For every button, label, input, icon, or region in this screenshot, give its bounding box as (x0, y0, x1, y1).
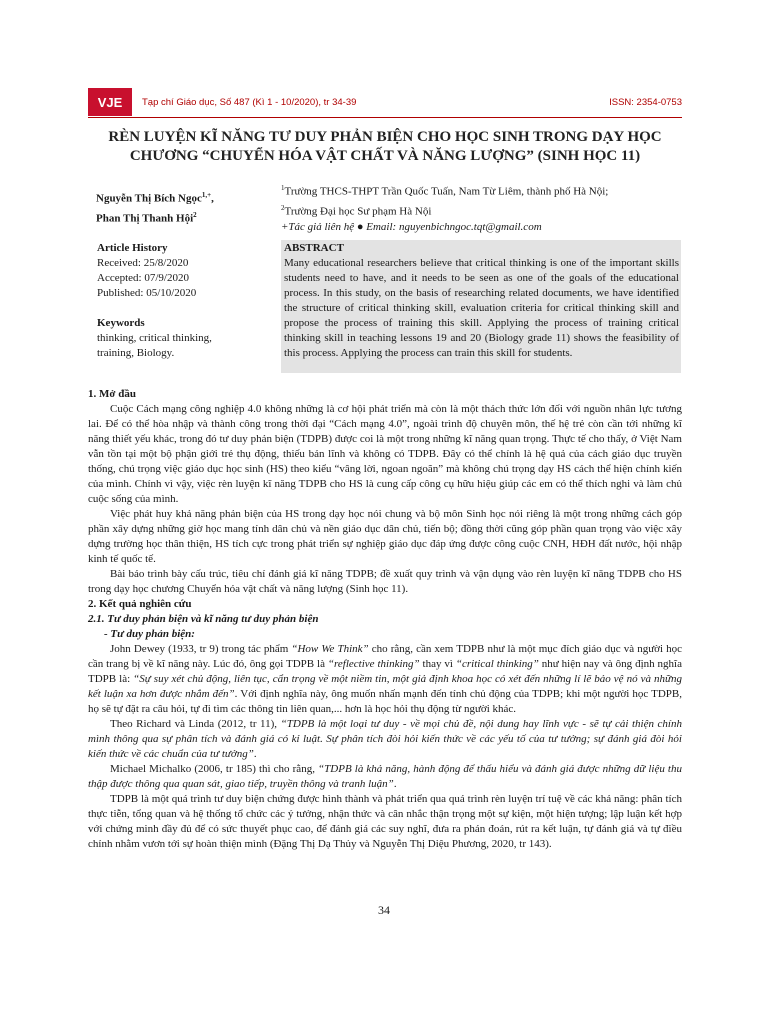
title-line-2: CHƯƠNG “CHUYỂN HÓA VẬT CHẤT VÀ NĂNG LƯỢNG” (SINH HỌC 11) (129, 148, 641, 164)
paragraph: Michael Michalko (2006, tr 185) thì cho rằng, “TDPB là khả năng, hành động để thấu hiểu và đánh giá được những dữ liệu thu thập được thông qua quan sát, giao tiếp, truyền thông và tranh luận”. (88, 763, 682, 790)
paragraph: Cuộc Cách mạng công nghiệp 4.0 không những là cơ hội phát triển mà còn là một thách thức lớn đối với nguồn nhân lực tương lai. Để có thể hòa nhập và thành công trong thời đại “Cách mạng 4.0”, ngoài trình độ chuyên môn, thế hệ trẻ còn cần tới những kĩ năng thiết yếu khác, trong đó tư duy phản biện (TDPB) được coi là một trong những kĩ năng quan trọng. Thực tế cho thấy, ở Việt Nam vẫn tồn tại một bộ phận giới trẻ thụ động, thiếu bản lĩnh và không có TDPB. Đây có thể chính là hệ quả của cách giáo dục truyền thống, chú trọng việc giáo dục học sinh (HS) theo kiểu “vâng lời, ngoan ngoãn” mà không chú trọng dạy HS cách thể hiện chính kiến của mình. Chính vì vậy, việc rèn luyện kĩ năng TDPB cho HS là cung cấp công cụ hữu hiệu giúp các em có thể thích nghi và làm chủ cuộc sống của mình. (88, 403, 682, 505)
subsection-heading: 2.1. Tư duy phản biện và kĩ năng tư duy phản biện (88, 613, 319, 625)
journal-header (88, 87, 682, 118)
paragraph: TDPB là một quá trình tư duy biện chứng được hình thành và phát triển qua quá trình rèn luyện trí tuệ về các khả năng: phân tích thực tiễn, tổng quan và hệ thống tổ chức các ý tưởng, nhận thức và cân nhắc thận trọng một sự kiện, một hiện tượng; lập luận kết hợp với chứng minh đầy đủ để có sức thuyết phục cao, để đánh giá các suy nghĩ, đưa ra phán đoán, rút ra kết luận, tự đánh giá và tự điều chỉnh nhằm vươn tới sự hoàn thiện mình (Đặng Thị Dạ Thủy và Nguyễn Thị Diệu Phương, 2020, tr 143). (88, 793, 682, 850)
abstract-text: Many educational researchers believe that critical thinking is one of the important skills students need to have, and it needs to be seen as one of the goals of the educational process. In this study, on the basis of researching related documents, we have identified the structure of critical thinking skill, evaluation criteria for critical thinking skill and propose the process of training this skill. Applying the process of training critical thinking skill in teaching lessons 19 and 20 (Biology grade 11) shows the feasibility of this process. Applying the process can train this skill for students. (284, 257, 679, 359)
paragraph: Việc phát huy khả năng phản biện của HS trong dạy học nói chung và bộ môn Sinh học nói riêng là một trong những cách góp phần xây dựng những giờ học mang tính dân chủ và nền giáo dục dân chủ, tiến bộ; đồng thời cũng góp phần quan trọng vào việc xây dựng trường học thân thiện, HS tích cực trong phát triển sự nghiệp giáo dục đáp ứng được công cuộc CNH, HĐH đất nước, hội nhập kinh tế quốc tế. (88, 508, 682, 565)
keywords-heading: Keywords (97, 317, 145, 329)
article-title (88, 128, 682, 166)
paragraph: Bài báo trình bày cấu trúc, tiêu chí đánh giá kĩ năng TDPB; đề xuất quy trình và vận dụng vào rèn luyện kĩ năng TDPB cho HS trong dạy học chương Chuyển hóa vật chất và năng lượng (Sinh học 11). (88, 568, 682, 595)
section-heading-results: 2. Kết quả nghiên cứu (88, 598, 192, 610)
article-history (97, 241, 272, 361)
published-date: Published: 05/10/2020 (97, 287, 197, 299)
page-number: 34 (378, 903, 390, 917)
abstract-box (281, 240, 681, 373)
title-line-1: RÈN LUYỆN KĨ NĂNG TƯ DUY PHẢN BIỆN CHO HỌC SINH TRONG DẠY HỌC (108, 129, 662, 145)
accepted-date: Accepted: 07/9/2020 (97, 272, 189, 284)
subsubsection-heading: - Tư duy phản biện: (104, 628, 195, 640)
affiliations (281, 180, 681, 235)
issn: ISSN: 2354-0753 (609, 96, 682, 108)
authors (96, 187, 276, 226)
abstract-heading: ABSTRACT (284, 242, 344, 254)
paragraph: John Dewey (1933, tr 9) trong tác phẩm “How We Think” cho rằng, cần xem TDPB như là một mục đích giáo dục và người học cần trang bị về kĩ năng này. Lúc đó, ông gọi TDPB là “reflective thinking” thay vì “critical thinking” như hiện nay và ông định nghĩa TDPB là: “Sự suy xét chủ động, liên tục, cẩn trọng về một niềm tin, một giả định khoa học có xét đến những lí lẽ bảo vệ nó và những kết luận xa hơn được nhắm đến”. Với định nghĩa này, ông muốn nhấn mạnh đến tính chủ động của TDPB; khi một người học TDPB, họ sẽ tự đặt ra câu hỏi, tự đi tìm các thông tin liên quan,... hơn là học hỏi thụ động từ người khác. (88, 643, 682, 715)
section-heading-intro: 1. Mở đầu (88, 388, 136, 400)
journal-logo: VJE (88, 88, 132, 116)
keywords-line-1: thinking, critical thinking, (97, 332, 212, 344)
keywords-line-2: training, Biology. (97, 347, 175, 359)
affiliation-2: $^2$Trường Đại học Sư phạm Hà Nội (281, 203, 432, 218)
author-1: Nguyễn Thị Bích Ngọc$^{1,+}$, (96, 191, 214, 205)
affiliation-1: $^1$Trường THCS-THPT Trần Quốc Tuấn, Nam Từ Liêm, thành phố Hà Nội; (281, 184, 609, 198)
journal-citation: Tạp chí Giáo dục, Số 487 (Kì 1 - 10/2020), tr 34-39 (142, 96, 357, 108)
received-date: Received: 25/8/2020 (97, 257, 189, 269)
contact-email: +Tác giả liên hệ ● Email: nguyenbichngoc.tqt@gmail.com (281, 221, 542, 234)
paragraph: Theo Richard và Linda (2012, tr 11), “TDPB là một loại tư duy - về mọi chủ đề, nội dung hay lĩnh vực - sẽ tự cải thiện chính mình thông qua sự phân tích và đánh giá có kỉ luật. Sự phân tích đòi hỏi kiến thức về các yếu tố của tư tưởng; sự đánh giá đòi hỏi kiến thức về các chuẩn của tư tưởng”. (88, 718, 682, 760)
article-body (88, 387, 682, 852)
author-2: Phan Thị Thanh Hội$^2$ (96, 210, 197, 225)
history-heading: Article History (97, 242, 168, 254)
